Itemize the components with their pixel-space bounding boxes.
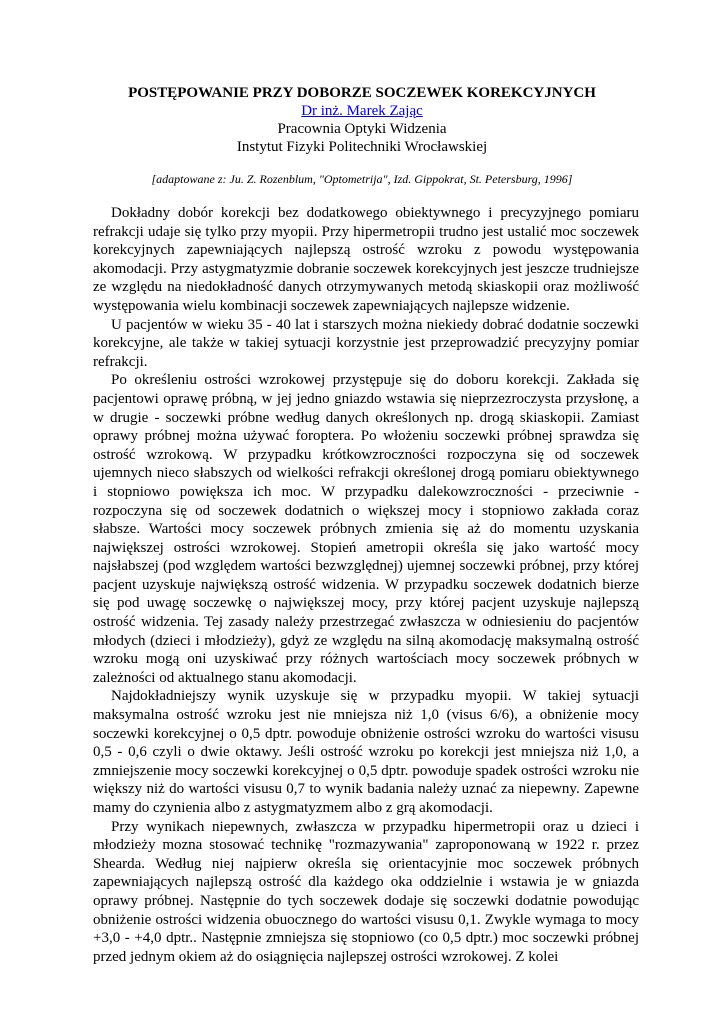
paragraph: U pacjentów w wieku 35 - 40 lat i starszych można niekiedy dobrać dodatnie soczewki korekcyjne, ale także w takiej sytuacji korzystnie jest przeprowadzić precyzyjny pomiar refrakcji.: [93, 316, 639, 370]
paragraph: Przy wynikach niepewnych, zwłaszcza w przypadku hipermetropii oraz u dzieci i młodzieży mozna stosować technikę "rozmazywania" zaproponowaną w 1922 r. przez Shearda. Według niej najpierw określa się orientacyjnie moc soczewek próbnych zapewniających najlepszą ostrość dla każdego oka oddzielnie i wstawia je w gniazda oprawy próbnej. Następnie do tych soczewek dodaje się soczewki dodatnie powodując obniżenie ostrości widzenia obuocznego do wartości visusu 0,1. Zwykle wymaga to mocy +3,0 - +4,0 dptr.. Następnie zmniejsza się stopniowo (co 0,5 dptr.) moc soczewki próbnej przed jednym okiem aż do osiągnięcia najlepszej ostrości wzrokowej. Z kolei: [93, 818, 639, 965]
source-note: [adaptowane z: Ju. Z. Rozenblum, "Optometrija", Izd. Gippokrat, St. Petersburg, 1996]: [151, 172, 573, 186]
paragraph: Po określeniu ostrości wzrokowej przystępuje się do doboru korekcji. Zakłada się pacjentowi oprawę próbną, w jej jedno gniazdo wstawia się nieprzezroczysta przysłonę, a w drugie - soczewki próbne według danych określonych np. drogą skiaskopii. Zamiast oprawy próbnej można używać foroptera. Po włożeniu soczewki próbnej sprawdza się ostrość wzrokową. W przypadku krótkowzroczności rozpoczyna się od soczewek ujemnych nieco słabszych od wielkości refrakcji określonej drogą pomiaru obiektywnego i stopniowo powiększa ich moc. W przypadku dalekowzroczności - przeciwnie - rozpoczyna się od soczewek dodatnich o większej mocy i stopniowo zakłada coraz słabsze. Wartości mocy soczewek próbnych zmienia się aż do momentu uzyskania największej ostrości wzrokowej. Stopień ametropii określa się jako wartość mocy najsłabszej (pod względem wartości bezwzględnej) ujemnej soczewki próbnej, przy której pacjent uzyskuje największą ostrość widzenia. W przypadku soczewek dodatnich bierze się pod uwagę soczewkę o największej mocy, przy której pacjent uzyskuje najlepszą ostrość widzenia. Tej zasady należy przestrzegać zwłaszcza w odniesieniu do pacjentów młodych (dzieci i młodzieży), gdyż ze względu na silną akomodację maksymalną ostrość wzroku mogą oni uzyskiwać przy różnych wartościach mocy soczewek próbnych w zależności od aktualnego stanu akomodacji.: [93, 372, 639, 686]
lab-name: Pracownia Optyki Widzenia: [277, 121, 447, 137]
document-header: [0, 84, 724, 156]
paragraph: Dokładny dobór korekcji bez dodatkowego obiektywnego i precyzyjnego pomiaru refrakcji udaje się tylko przy myopii. Przy hipermetropii trudno jest ustalić moc soczewek korekcyjnych zapewniających najlepszą ostrość wzroku z powodu występowania akomodacji. Przy astygmatyzmie dobranie soczewek korekcyjnych jest jeszcze trudniejsze ze względu na niedokładność danych otrzymywanych metodą skiaskopii oraz możliwość występowania wielu kombinacji soczewek zapewniających najlepsze widzenie.: [93, 205, 639, 314]
document-title: POSTĘPOWANIE PRZY DOBORZE SOCZEWEK KOREKCYJNYCH: [128, 85, 596, 101]
institute-name: Instytut Fizyki Politechniki Wrocławskiej: [236, 139, 488, 155]
paragraph: Najdokładniejszy wynik uzyskuje się w przypadku myopii. W takiej sytuacji maksymalna ostrość wzroku jest nie mniejsza niż 1,0 (visus 6/6), a obniżenie mocy soczewki korekcyjnej o 0,5 dptr. powoduje obniżenie ostrości wzroku do wartości visusu 0,5 - 0,6 czyli o dwie oktawy. Jeśli ostrość wzroku po korekcji jest mniejsza niż 1,0, a zmniejszenie mocy soczewki korekcyjnej o 0,5 dptr. powoduje spadek ostrości wzroku nie większy niż do wartości visusu 0,7 to wynik badania należy uznać za niepewny. Zapewne mamy do czynienia albo z astygmatyzmem albo z grą akomodacji.: [93, 688, 639, 816]
author-link[interactable]: Dr inż. Marek Zając: [301, 103, 423, 119]
document-body: [93, 204, 639, 966]
